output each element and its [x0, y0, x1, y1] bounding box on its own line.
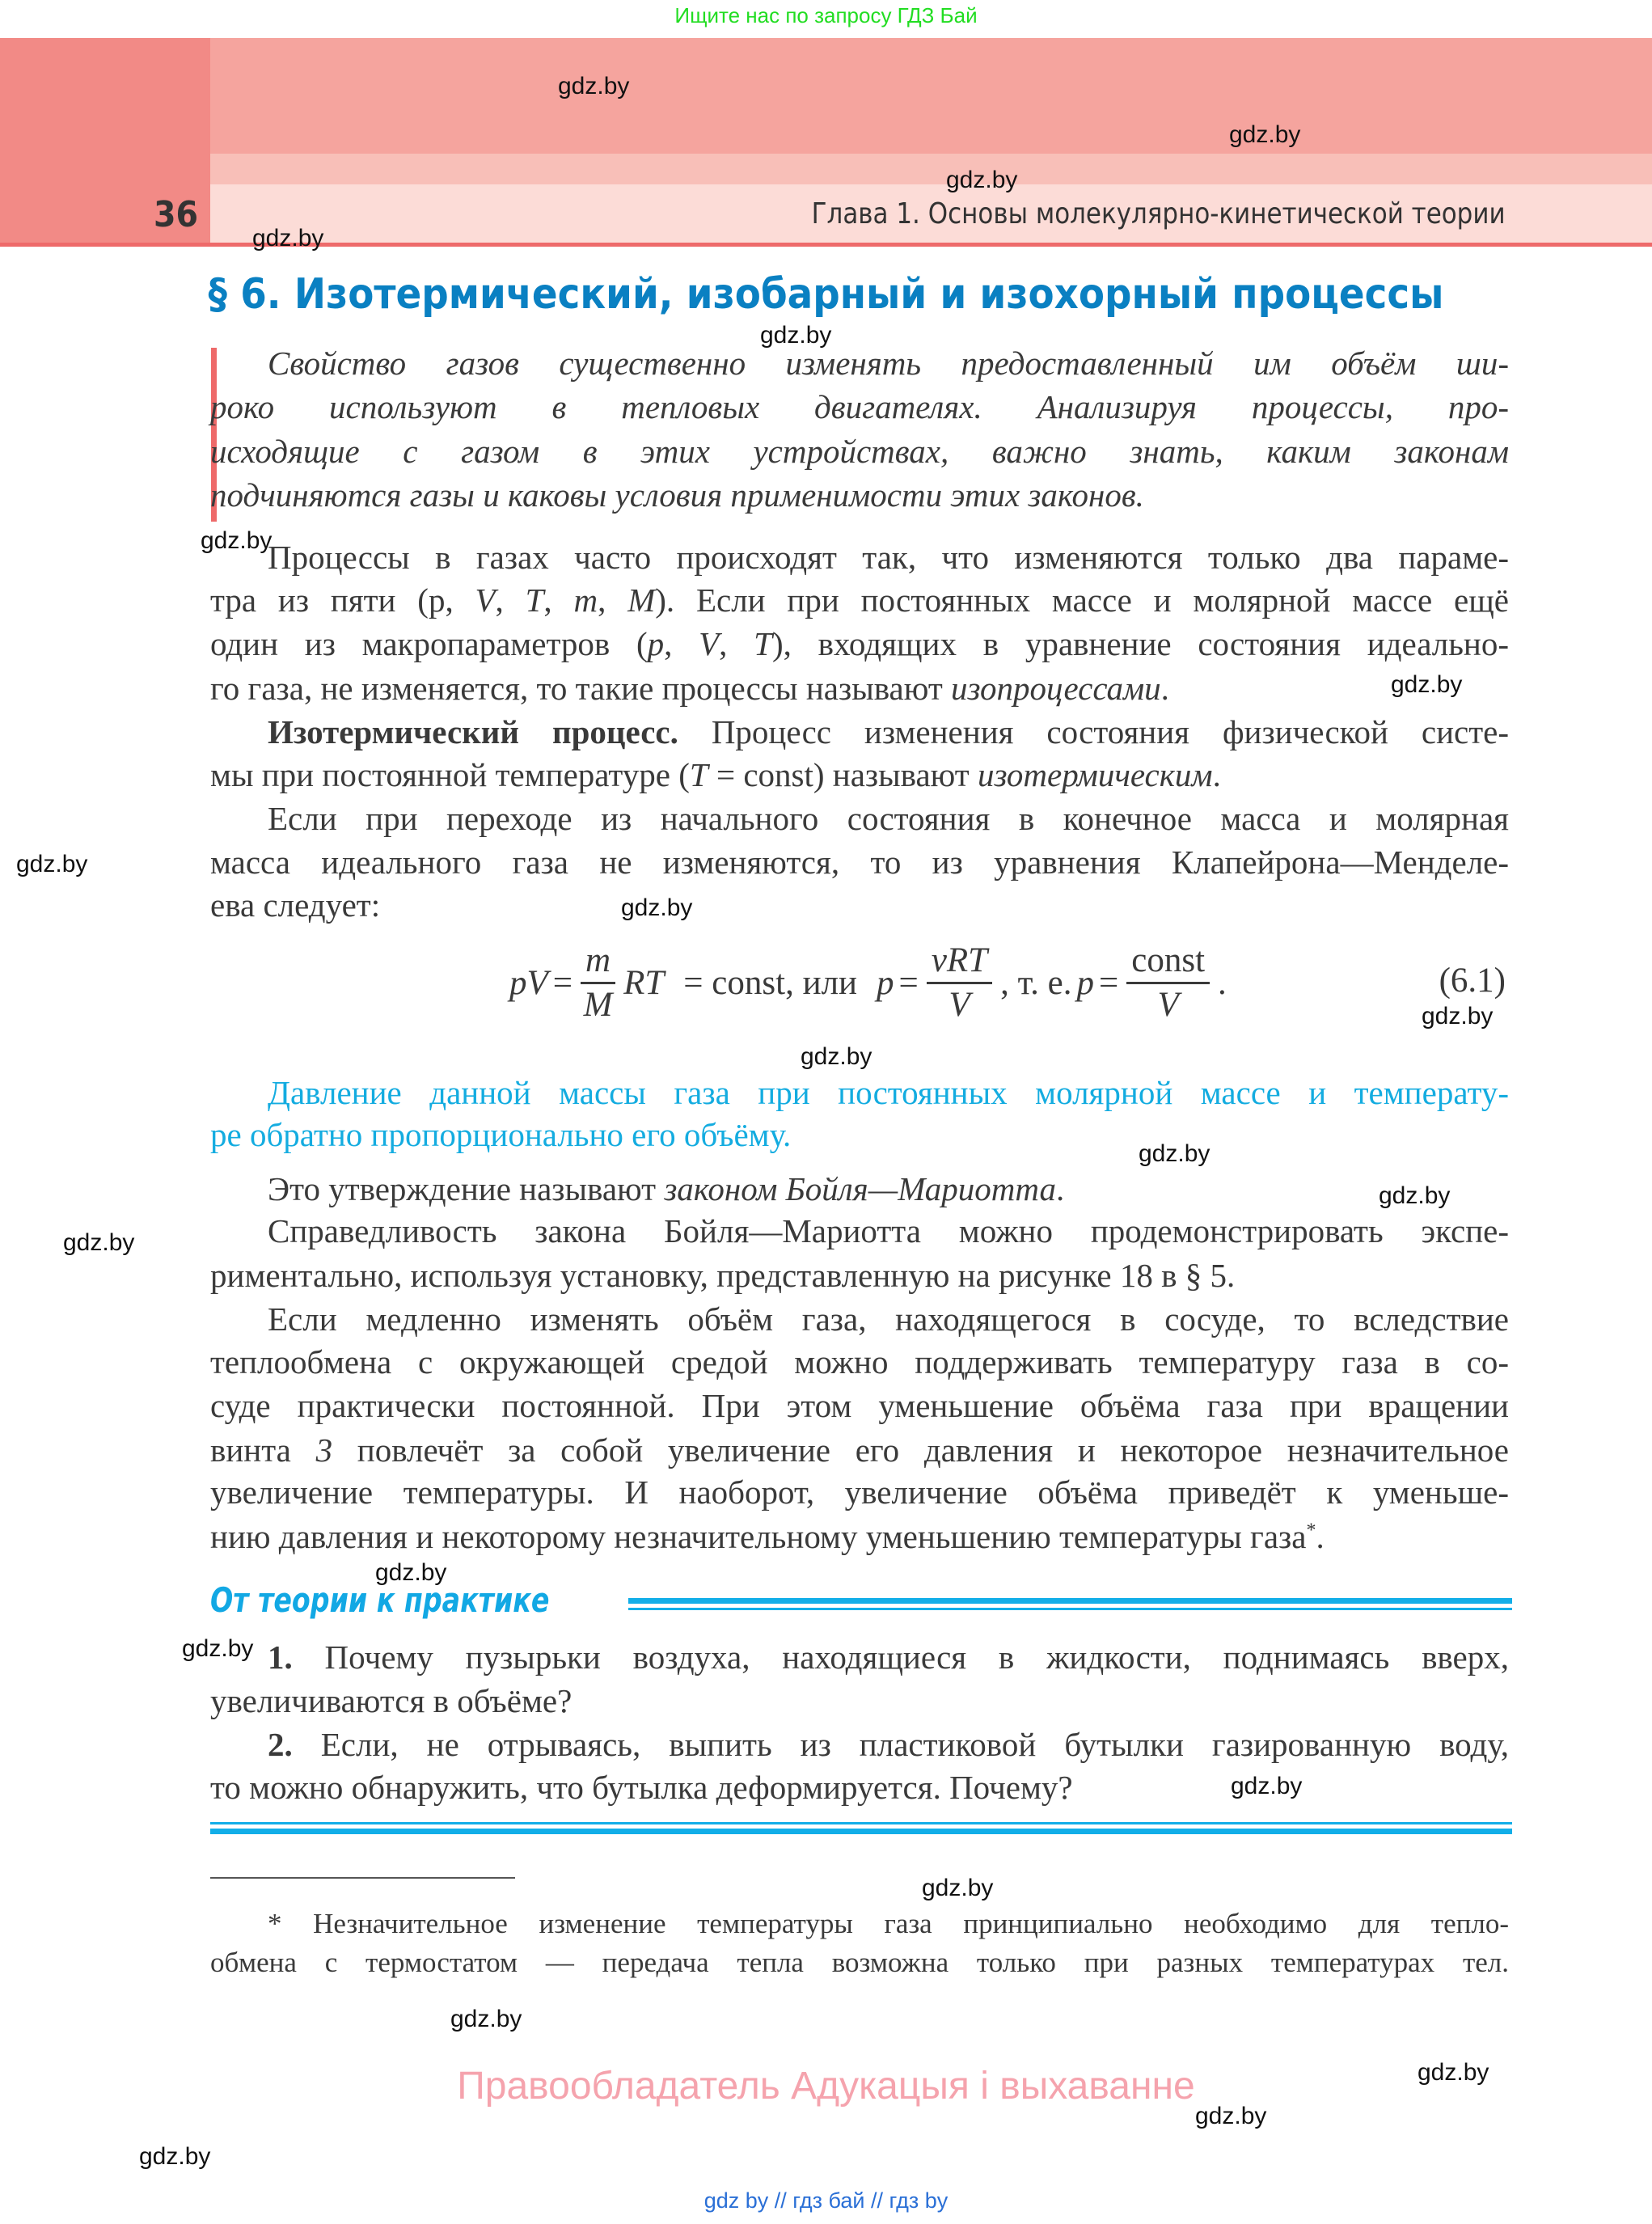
body2-line — [268, 1209, 1509, 1253]
formula-equals: = — [1099, 963, 1119, 1002]
numerator: νRT — [927, 940, 992, 984]
footnote-mark: * — [1306, 1520, 1316, 1541]
text-run: Процесс изменения состояния физической систе- — [678, 713, 1509, 750]
gdz-watermark: gdz.by — [1422, 1003, 1494, 1030]
gdz-watermark: gdz.by — [1231, 1773, 1303, 1799]
gdz-watermark: gdz.by — [760, 322, 832, 349]
gdz-watermark: gdz.by — [922, 1875, 994, 1901]
text-run: , — [445, 581, 475, 619]
text-run: Если медленно изменять объём газа, находящегося в сосуде, то вследствие — [268, 1300, 1509, 1338]
text-run: , — [543, 581, 574, 619]
body1-line — [268, 797, 1509, 840]
intro-line — [210, 473, 1509, 517]
body1-line — [210, 883, 1509, 927]
text-run: увеличиваются в объёме? — [210, 1682, 572, 1719]
body2-line — [210, 1384, 1509, 1427]
text-run: Свойство газов существенно изменять предоставленный им объём ши- — [268, 345, 1509, 382]
footnote-line — [210, 1943, 1509, 1982]
practice-lines-line — [210, 1765, 1509, 1809]
denominator: V — [949, 985, 970, 1024]
text-run: суде практически постоянной. При этом уменьшение объёма газа при вращении — [210, 1387, 1509, 1424]
header-band-dark — [210, 38, 1652, 154]
italic-text: T — [525, 581, 544, 619]
fraction-const-over-v — [1126, 940, 1210, 1026]
text-run: Если при переходе из начального состояния в конечное масса и молярная — [268, 800, 1509, 837]
text-run: увеличение температуры. И наоборот, увеличение объёма приведёт к уменьше- — [210, 1474, 1509, 1511]
italic-text: V — [475, 581, 496, 619]
text-run: подчиняются газы и каковы условия применимости этих законов. — [210, 476, 1144, 514]
section-heading: § 6. Изотермический, изобарный и изохорный процессы — [208, 270, 1444, 319]
chapter-title: Глава 1. Основы молекулярно-кинетической теории — [812, 197, 1506, 230]
text-run: Это утверждение называют — [268, 1170, 665, 1207]
text-run: Почему пузырьки воздуха, находящиеся в жидкости, поднимаясь вверх, — [292, 1638, 1509, 1676]
gdz-watermark: gdz.by — [1391, 671, 1463, 698]
text-run: винта — [210, 1431, 316, 1469]
text-run: теплообмена с окружающей средой можно поддерживать температуру газа в со- — [210, 1343, 1509, 1380]
text-run: нию давления и некоторому незначительному уменьшению температуры газа — [210, 1518, 1307, 1555]
italic-text: законом Бойля—Мариотта — [664, 1170, 1056, 1207]
body2-line — [210, 1470, 1509, 1514]
body1-line — [210, 753, 1509, 797]
formula-p2: p — [1076, 963, 1094, 1002]
italic-text: изотермическим — [977, 756, 1213, 793]
formula-ie: , т. е. — [1000, 963, 1072, 1002]
practice-lines-line — [210, 1679, 1509, 1723]
body1-line — [268, 710, 1509, 754]
text-run: . — [1160, 670, 1169, 707]
gdz-watermark: gdz.by — [1418, 2059, 1489, 2086]
gdz-watermark: gdz.by — [252, 225, 324, 252]
page-number: 36 — [154, 194, 199, 235]
text-run: роко используют в тепловых двигателях. Анализируя процессы, про- — [210, 388, 1509, 425]
formula-p: p — [877, 963, 894, 1002]
text-run: масса идеального газа не изменяются, то из уравнения Клапейрона—Менделе- — [210, 844, 1509, 881]
text-run: то можно обнаружить, что бутылка деформируется. Почему? — [210, 1769, 1073, 1806]
numerator: const — [1126, 940, 1210, 984]
practice-end-rule-thin — [210, 1822, 1512, 1824]
italic-text: p — [647, 625, 665, 662]
intro-line — [210, 385, 1509, 429]
text-run: * Незначительное изменение температуры газа принципиально необходимо для тепло- — [268, 1908, 1509, 1939]
text-run: , — [719, 625, 754, 662]
text-run: повлечёт за собой увеличение его давления и некоторое незначительное — [332, 1431, 1510, 1469]
text-run: . — [1212, 756, 1221, 793]
gdz-watermark: gdz.by — [621, 894, 693, 921]
gdz-watermark: gdz.by — [201, 527, 273, 554]
gdz-watermark: gdz.by — [63, 1229, 135, 1256]
text-run: ева следует: — [210, 886, 381, 924]
footnote-line — [268, 1905, 1509, 1943]
formula-equals: = — [898, 963, 919, 1002]
practice-lines-line — [268, 1723, 1509, 1766]
practice-rule-thick — [628, 1598, 1512, 1604]
text-run: , — [495, 581, 526, 619]
body2-line — [268, 1071, 1509, 1114]
body2-line — [268, 1297, 1509, 1341]
fraction-m-over-M — [581, 940, 615, 1026]
text-run: ре обратно пропорционально его объёму. — [210, 1116, 792, 1153]
body1-line — [210, 840, 1509, 884]
body1-line — [210, 622, 1509, 666]
gdz-watermark: gdz.by — [1379, 1182, 1451, 1209]
text-run: Справедливость закона Бойля—Мариотта можно продемонстрировать экспе- — [268, 1212, 1509, 1249]
gdz-watermark: gdz.by — [139, 2143, 211, 2170]
gdz-watermark: gdz.by — [801, 1043, 872, 1070]
text-run: Давление данной массы газа при постоянных молярной массе и температу- — [268, 1074, 1509, 1111]
gdz-watermark: gdz.by — [1195, 2103, 1267, 2129]
text-run: ), входящих в уравнение состояния идеально- — [771, 625, 1510, 662]
body1-line — [210, 578, 1509, 622]
gdz-watermark: gdz.by — [558, 73, 630, 99]
practice-rule-thin — [628, 1608, 1512, 1610]
formula-pv: pV — [509, 963, 548, 1002]
gdz-watermark: gdz.by — [946, 167, 1018, 193]
body2-line — [210, 1515, 1509, 1558]
formula-rt: RT — [623, 963, 665, 1002]
bold-text: Изотермический процесс. — [268, 713, 678, 750]
gdz-watermark: gdz.by — [375, 1559, 447, 1586]
practice-end-rule-thick — [210, 1829, 1512, 1834]
equation-number: (6.1) — [1439, 962, 1506, 1000]
numerator: m — [581, 940, 615, 984]
body2-line — [210, 1340, 1509, 1384]
text-run: , — [664, 625, 699, 662]
text-run: Процессы в газах часто происходят так, что изменяются только два параме- — [268, 539, 1509, 576]
formula-6-1 — [509, 930, 1227, 1035]
search-hint-banner: Ищите нас по запросу ГДЗ Бай — [674, 3, 978, 27]
practice-lines-line — [268, 1635, 1509, 1679]
bold-text: 1. — [268, 1638, 293, 1676]
fraction-nurt-over-v — [927, 940, 992, 1026]
bold-text: 2. — [268, 1726, 293, 1763]
text-run: = const) называют — [708, 756, 978, 793]
text-run: ). Если при постоянных массе и молярной массе ещё — [655, 581, 1510, 619]
italic-text: m — [573, 581, 598, 619]
text-run: . — [1316, 1518, 1325, 1555]
intro-line — [268, 341, 1509, 385]
header-divider — [0, 243, 1652, 247]
italic-text: V — [699, 625, 720, 662]
text-run: Если, не отрываясь, выпить из пластиковой бутылки газированную воду, — [292, 1726, 1509, 1763]
body1-line — [268, 535, 1509, 579]
bottom-links[interactable]: gdz by // гдз бай // гдз by — [703, 2188, 949, 2213]
text-run: обмена с термостатом — передача тепла возможна только при разных температурах тел. — [210, 1947, 1509, 1978]
italic-text: 3 — [315, 1431, 333, 1469]
gdz-watermark: gdz.by — [1229, 121, 1301, 148]
gdz-watermark: gdz.by — [1139, 1140, 1210, 1167]
italic-text: T — [754, 625, 772, 662]
text-run: тра из пяти ( — [210, 581, 429, 619]
intro-line — [210, 429, 1509, 473]
header-band-mid — [210, 154, 1652, 184]
denominator: M — [583, 985, 613, 1024]
body2-line — [210, 1113, 1509, 1156]
body2-line — [268, 1167, 1509, 1211]
formula-const-or: = const, или — [683, 963, 858, 1002]
text-run: мы при постоянной температуре ( — [210, 756, 690, 793]
formula-dot: . — [1218, 963, 1227, 1002]
text-run: , — [598, 581, 628, 619]
text-run: один из макропараметров ( — [210, 625, 648, 662]
body2-line — [210, 1254, 1509, 1297]
text-run: исходящие с газом в этих устройствах, важно знать, каким законам — [210, 433, 1509, 470]
practice-section-title: От теории к практике — [210, 1580, 550, 1620]
denominator: V — [1157, 985, 1179, 1024]
text-run: . — [1056, 1170, 1065, 1207]
copyright-watermark: Правообладатель Адукацыя і выхаванне — [457, 2065, 1195, 2108]
body2-line — [210, 1428, 1509, 1472]
gdz-watermark: gdz.by — [182, 1635, 254, 1662]
text-run: го газа, не изменяется, то такие процессы называют — [210, 670, 952, 707]
italic-text: T — [689, 756, 708, 793]
body1-line — [210, 666, 1509, 710]
gdz-watermark: gdz.by — [450, 2006, 522, 2032]
gdz-watermark: gdz.by — [16, 851, 88, 877]
formula-equals: = — [552, 963, 573, 1002]
text-run: p — [428, 581, 446, 619]
italic-text: изопроцессами — [951, 670, 1161, 707]
text-run: риментально, используя установку, представленную на рисунке 18 в § 5. — [210, 1257, 1236, 1294]
italic-text: M — [627, 581, 656, 619]
footnote-rule — [210, 1877, 515, 1879]
